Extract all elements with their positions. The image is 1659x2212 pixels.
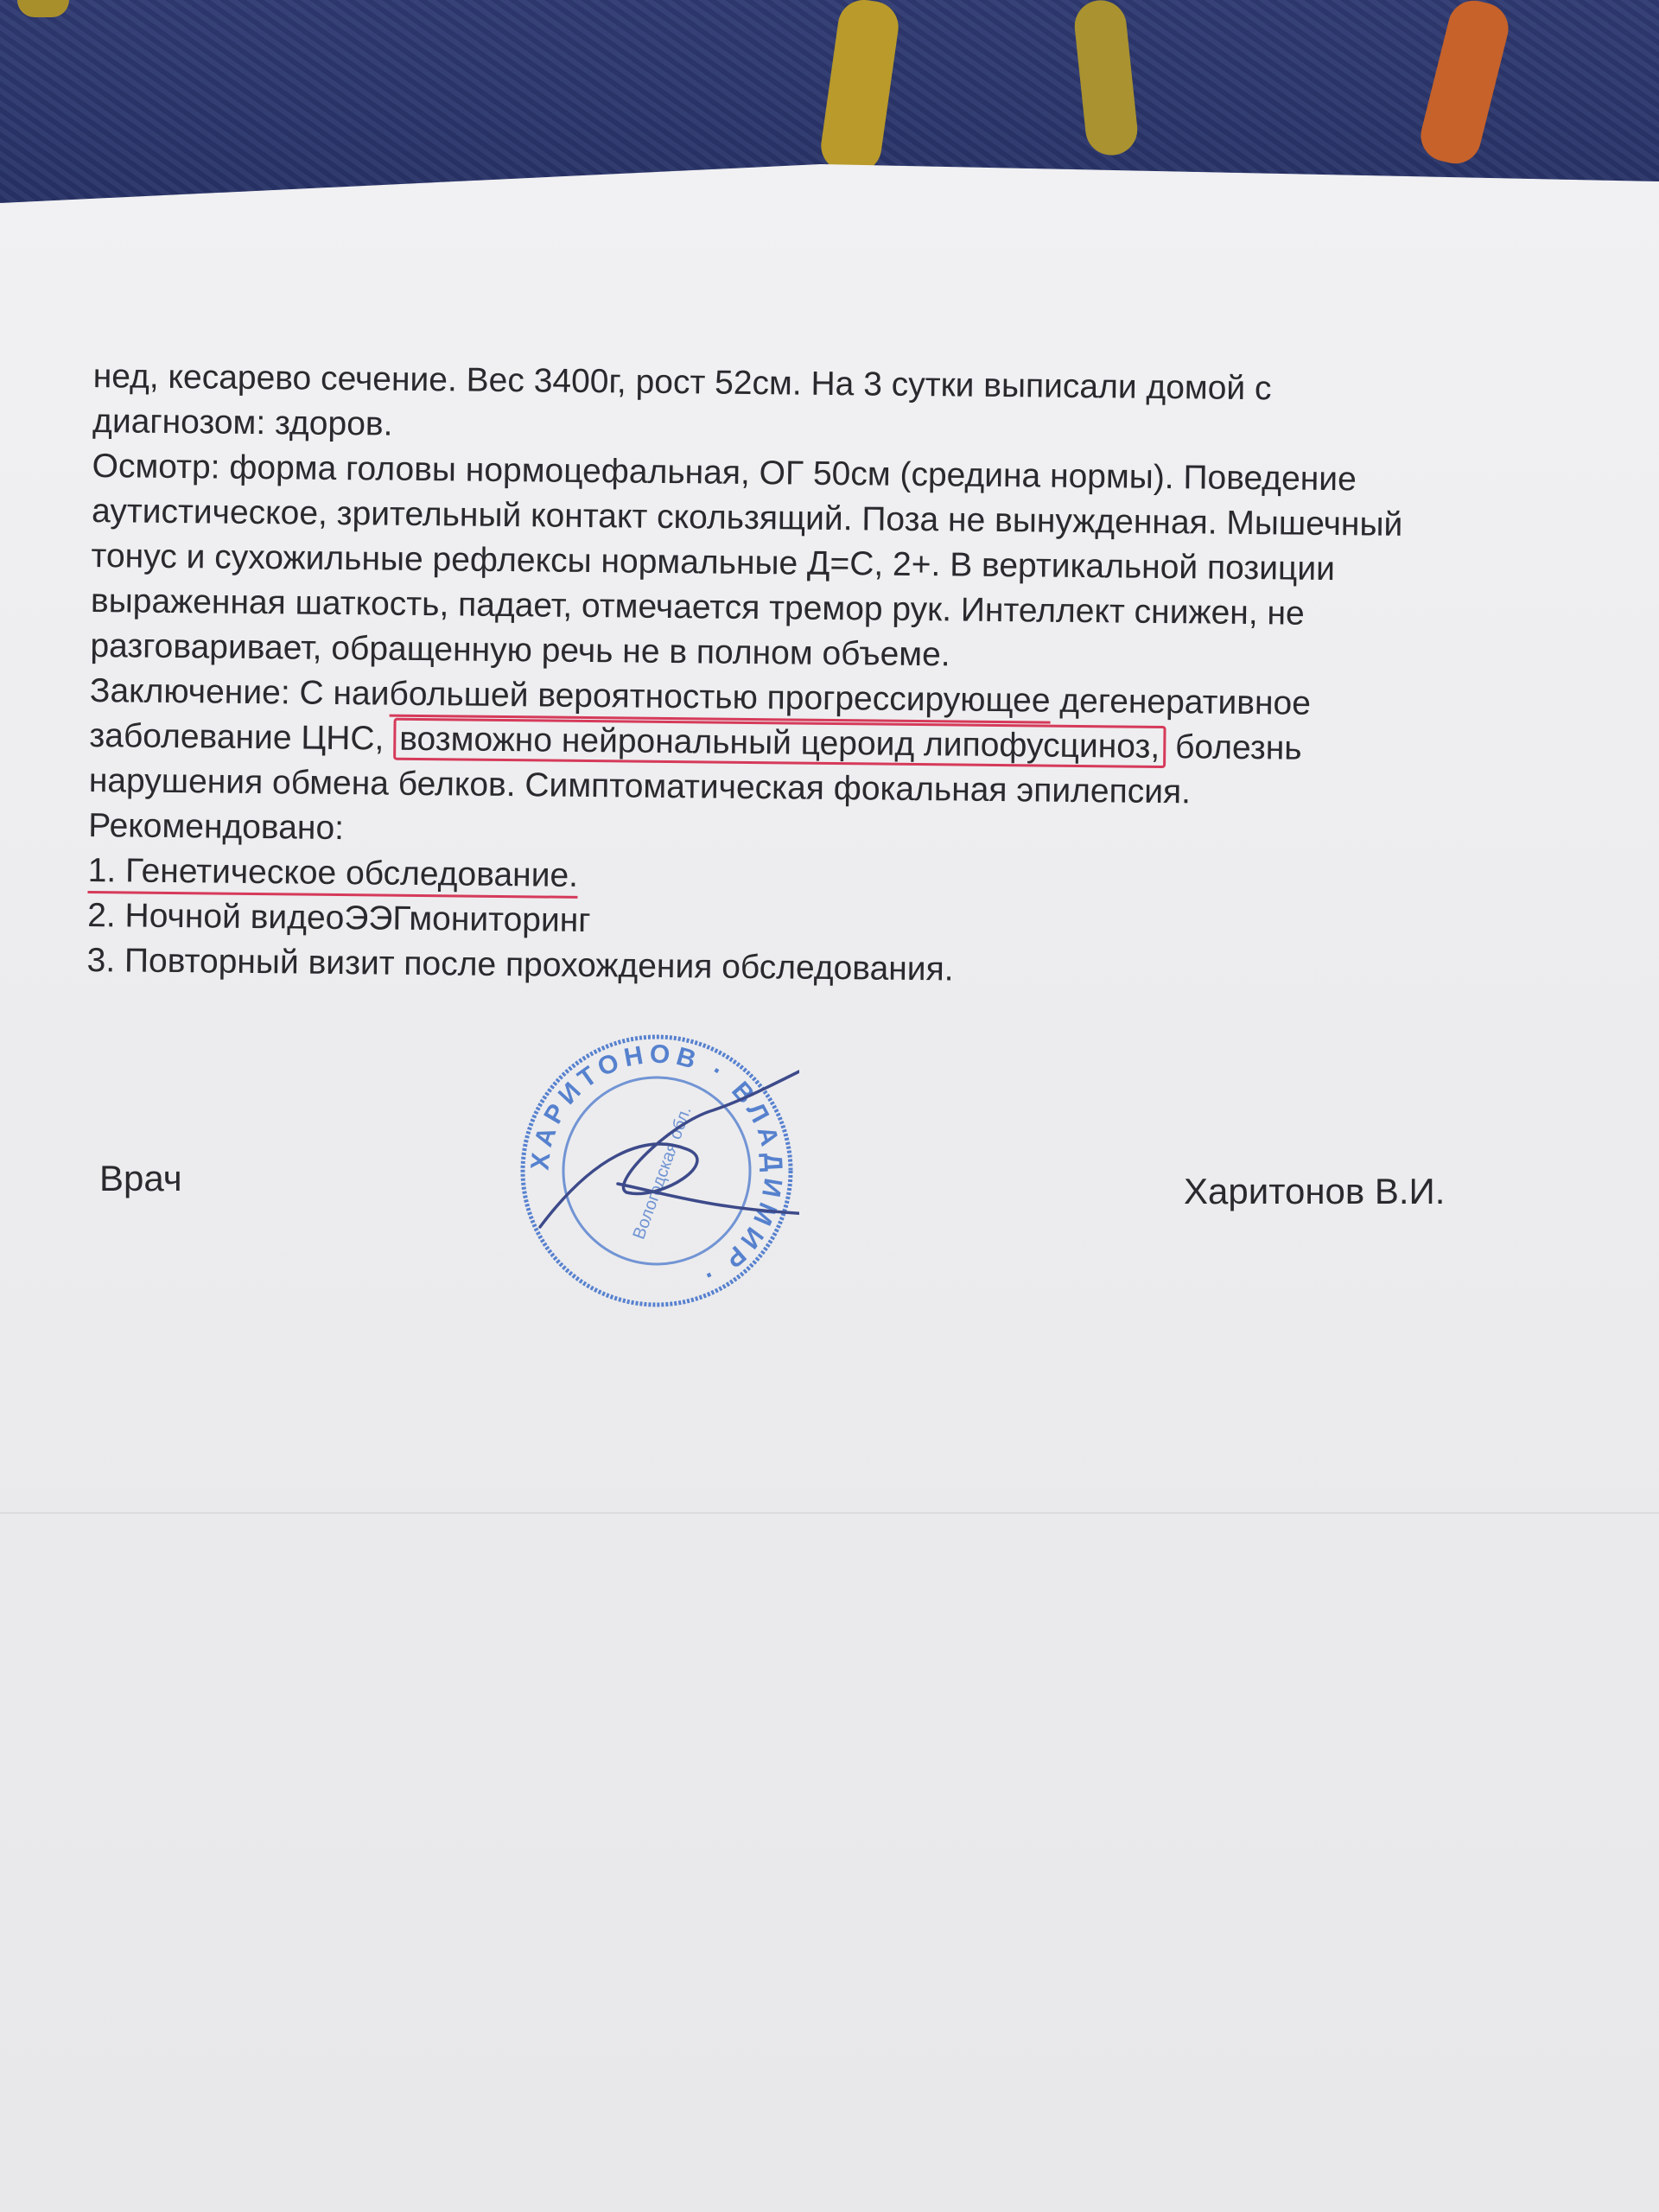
text-line: выраженная шаткость, падает, отмечается тремор рук. Интеллект снижен, не [90,582,1305,632]
boxed-diagnosis: возможно нейрональный цероид липофусциноз, [393,718,1166,768]
stamp-center-text: Вологодская обл. [629,1103,696,1243]
carpet-stripe [1415,0,1514,169]
recommendation-item: 2. Ночной видеоЭЭГмониторинг [86,896,591,940]
underlined-phrase: большей вероятностью прогрессирующее [389,676,1051,724]
text-line: аутистическое, зрительный контакт скользящий. Поза не вынужденная. Мышечный [91,492,1403,543]
text-line: нед, кесарево сечение. Вес 3400г, рост 52см. На 3 сутки выписали домой с [92,357,1272,408]
carpet-stripe [817,0,901,176]
text-line: Осмотр: форма головы нормоцефальная, ОГ 50см (средина нормы). Поведение [92,447,1357,499]
paper-fold [0,1512,1659,1514]
conclusion-prefix: заболевание ЦНС, [89,716,385,758]
text-line: диагнозом: здоров. [92,402,393,443]
conclusion-suffix: дегенеративное [1050,682,1312,722]
conclusion-prefix: Заключение: С наи [89,671,390,713]
text-line: тонус и сухожильные рефлексы нормальные Д=С, 2+. В вертикальной позиции [91,537,1336,588]
doctor-label: Врач [99,1158,182,1198]
doctor-name: Харитонов В.И. [1184,1171,1446,1211]
conclusion-suffix: болезнь [1166,728,1302,767]
carpet-stripe [17,0,69,17]
stamp-seal [514,1028,799,1313]
text-line: разговаривает, обращенную речь не в полном объеме. [90,626,950,674]
stamp-ring-text: ХАРИТОНОВ · ВЛАДИМИР · [525,1039,788,1293]
carpet-stripe [1072,0,1140,158]
document-body [86,354,1614,999]
conclusion-line: нарушения обмена белков. Симптоматическая фокальная эпилепсия. [88,761,1192,811]
recommendation-text: 1. Генетическое обследование. [87,852,578,899]
recommended-label: Рекомендовано: [88,806,345,848]
recommendation-item: 3. Повторный визит после прохождения обследования. [86,941,954,988]
